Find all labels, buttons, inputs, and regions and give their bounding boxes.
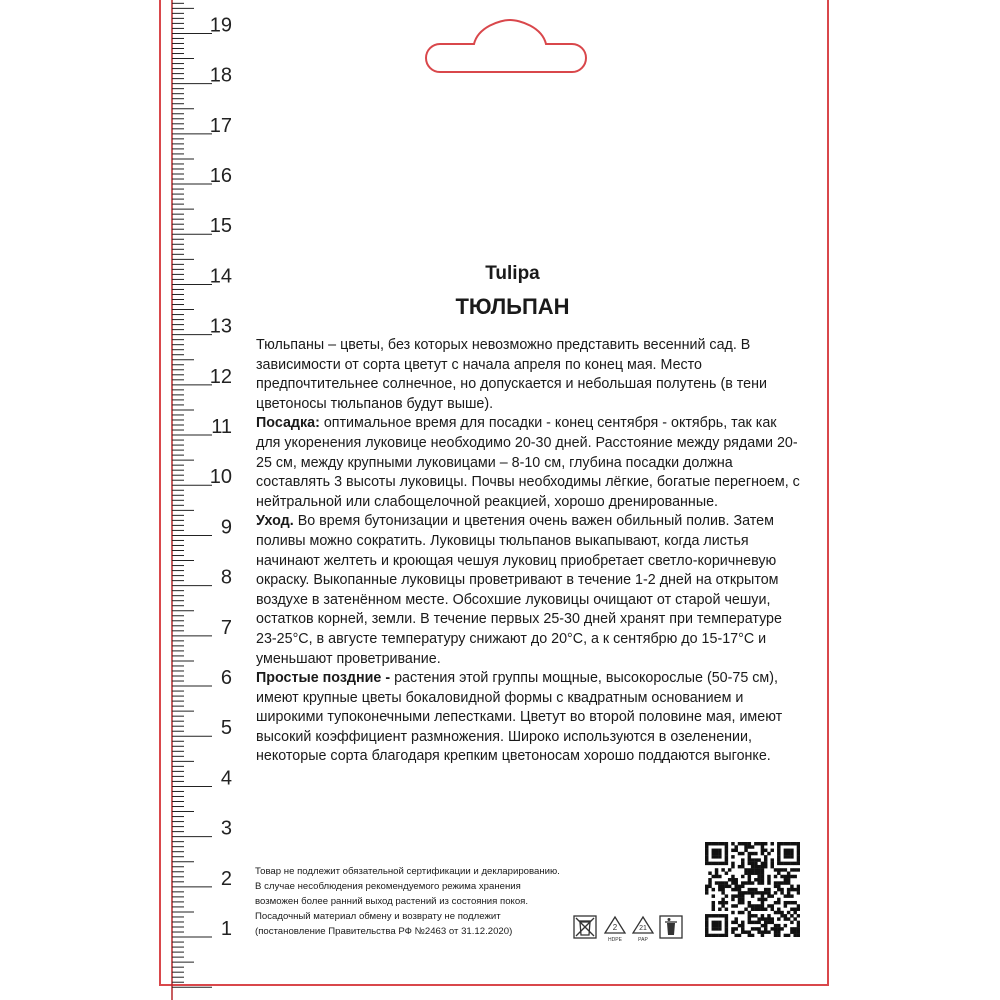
intro-paragraph: Тюльпаны – цветы, без которых невозможно представить весенний сад. В зависимости от сорта цветут с начала апреля по конец мая. Место предпочтительнее солнечное, но допускается и небольшая полутень (в тени цветоносы тюльпанов будут выше). <box>256 337 768 412</box>
planting-label: Посадка: <box>256 415 320 432</box>
group-label: Простые поздние - <box>256 670 391 687</box>
care-label: Уход. <box>256 513 294 530</box>
legal-line: Посадочный материал обмену и возврату не подлежит <box>255 911 501 922</box>
recycle-pap-icon <box>633 917 653 943</box>
svg-text:2: 2 <box>612 923 618 932</box>
group-paragraph <box>256 669 801 767</box>
planting-text: оптимальное время для посадки - конец сентября - октябрь, так как для укоренения луковице необходимо 20-30 дней. Расстояние между рядами 20-25 см, между крупными луковицами – 8-10 см, глубина посадки должна составлять 3 высоты луковицы. Почвы необходимы лёгкие, богатые перегноем, с нейтральной или слабощелочной реакцией, хорошо дренированные. <box>256 415 800 510</box>
care-paragraph <box>256 512 801 669</box>
legal-notice <box>255 864 615 939</box>
ruler-number: 10 <box>209 466 232 489</box>
care-text: Во время бутонизации и цветения очень важен обильный полив. Затем поливы можно сократить. Луковицы тюльпанов выкапывают, когда листья начинают желтеть и кроющая чешуя луковиц приобретает светло-коричневую окраску. Выкопанные луковицы проветривают в течение 1-2 дней на открытом воздухе в затенённом месте. Обсохшие луковицы очищают от старой чешуи, остатков корней, земли. В течение первых 25-30 дней хранят при температуре 23-25°С, в августе температуру снижают до 20°С, а к сентябрю до 15-17°С и уменьшают проветривание. <box>256 513 782 667</box>
recycle-hdpe-icon <box>605 917 625 943</box>
trash-bin-icon <box>660 916 682 938</box>
ruler-number: 3 <box>220 817 232 840</box>
ruler-number: 5 <box>220 717 232 740</box>
ruler-number: 13 <box>209 315 232 338</box>
ruler-number: 4 <box>220 767 232 790</box>
no-trash-bin-icon <box>574 916 596 938</box>
legal-line: возможен более ранний выход растений из состояния покоя. <box>255 896 529 907</box>
ruler <box>0 0 240 1000</box>
ruler-number: 16 <box>209 165 232 187</box>
group-text: растения этой группы мощные, высокорослые (50-75 см), имеют крупные цветы бокаловидной формы с квадратным основанием и широкими тупоконечными лепестками. Цветут во второй половине мая, имеют высокий коэффициент размножения. Широко используются в озеленении, некоторые сорта благодаря крепким цветоносам хорошо поддаются выгонке. <box>256 670 783 765</box>
legal-line: (постановление Правительства РФ №2463 от 31.12.2020) <box>255 926 513 937</box>
ruler-number: 2 <box>220 867 232 890</box>
recycling-icons <box>572 914 692 944</box>
ruler-number: 15 <box>209 215 232 238</box>
title-russian: ТЮЛЬПАН <box>455 294 570 319</box>
ruler-number: 11 <box>211 416 232 438</box>
ruler-number: 1 <box>220 918 232 940</box>
ruler-number: 7 <box>220 616 232 639</box>
ruler-number: 12 <box>209 365 232 388</box>
title-latin: Tulipa <box>485 263 540 284</box>
ruler-number: 19 <box>209 14 232 37</box>
svg-text:PAP: PAP <box>638 937 648 943</box>
svg-text:HDPE: HDPE <box>608 937 622 943</box>
planting-paragraph <box>256 414 801 512</box>
ruler-number: 18 <box>209 64 232 87</box>
ruler-number: 6 <box>220 667 232 689</box>
legal-line: В случае несоблюдения рекомендуемого режима хранения <box>255 881 521 892</box>
legal-line: Товар не подлежит обязательной сертификации и декларированию. <box>255 866 560 877</box>
ruler-number: 8 <box>220 566 232 589</box>
ruler-number: 17 <box>209 114 232 137</box>
svg-text:21: 21 <box>639 925 647 932</box>
ruler-number: 9 <box>220 516 232 539</box>
hanger-slot <box>426 20 586 72</box>
qr-code <box>705 842 800 937</box>
ruler-number: 14 <box>209 265 232 288</box>
description <box>256 336 801 767</box>
